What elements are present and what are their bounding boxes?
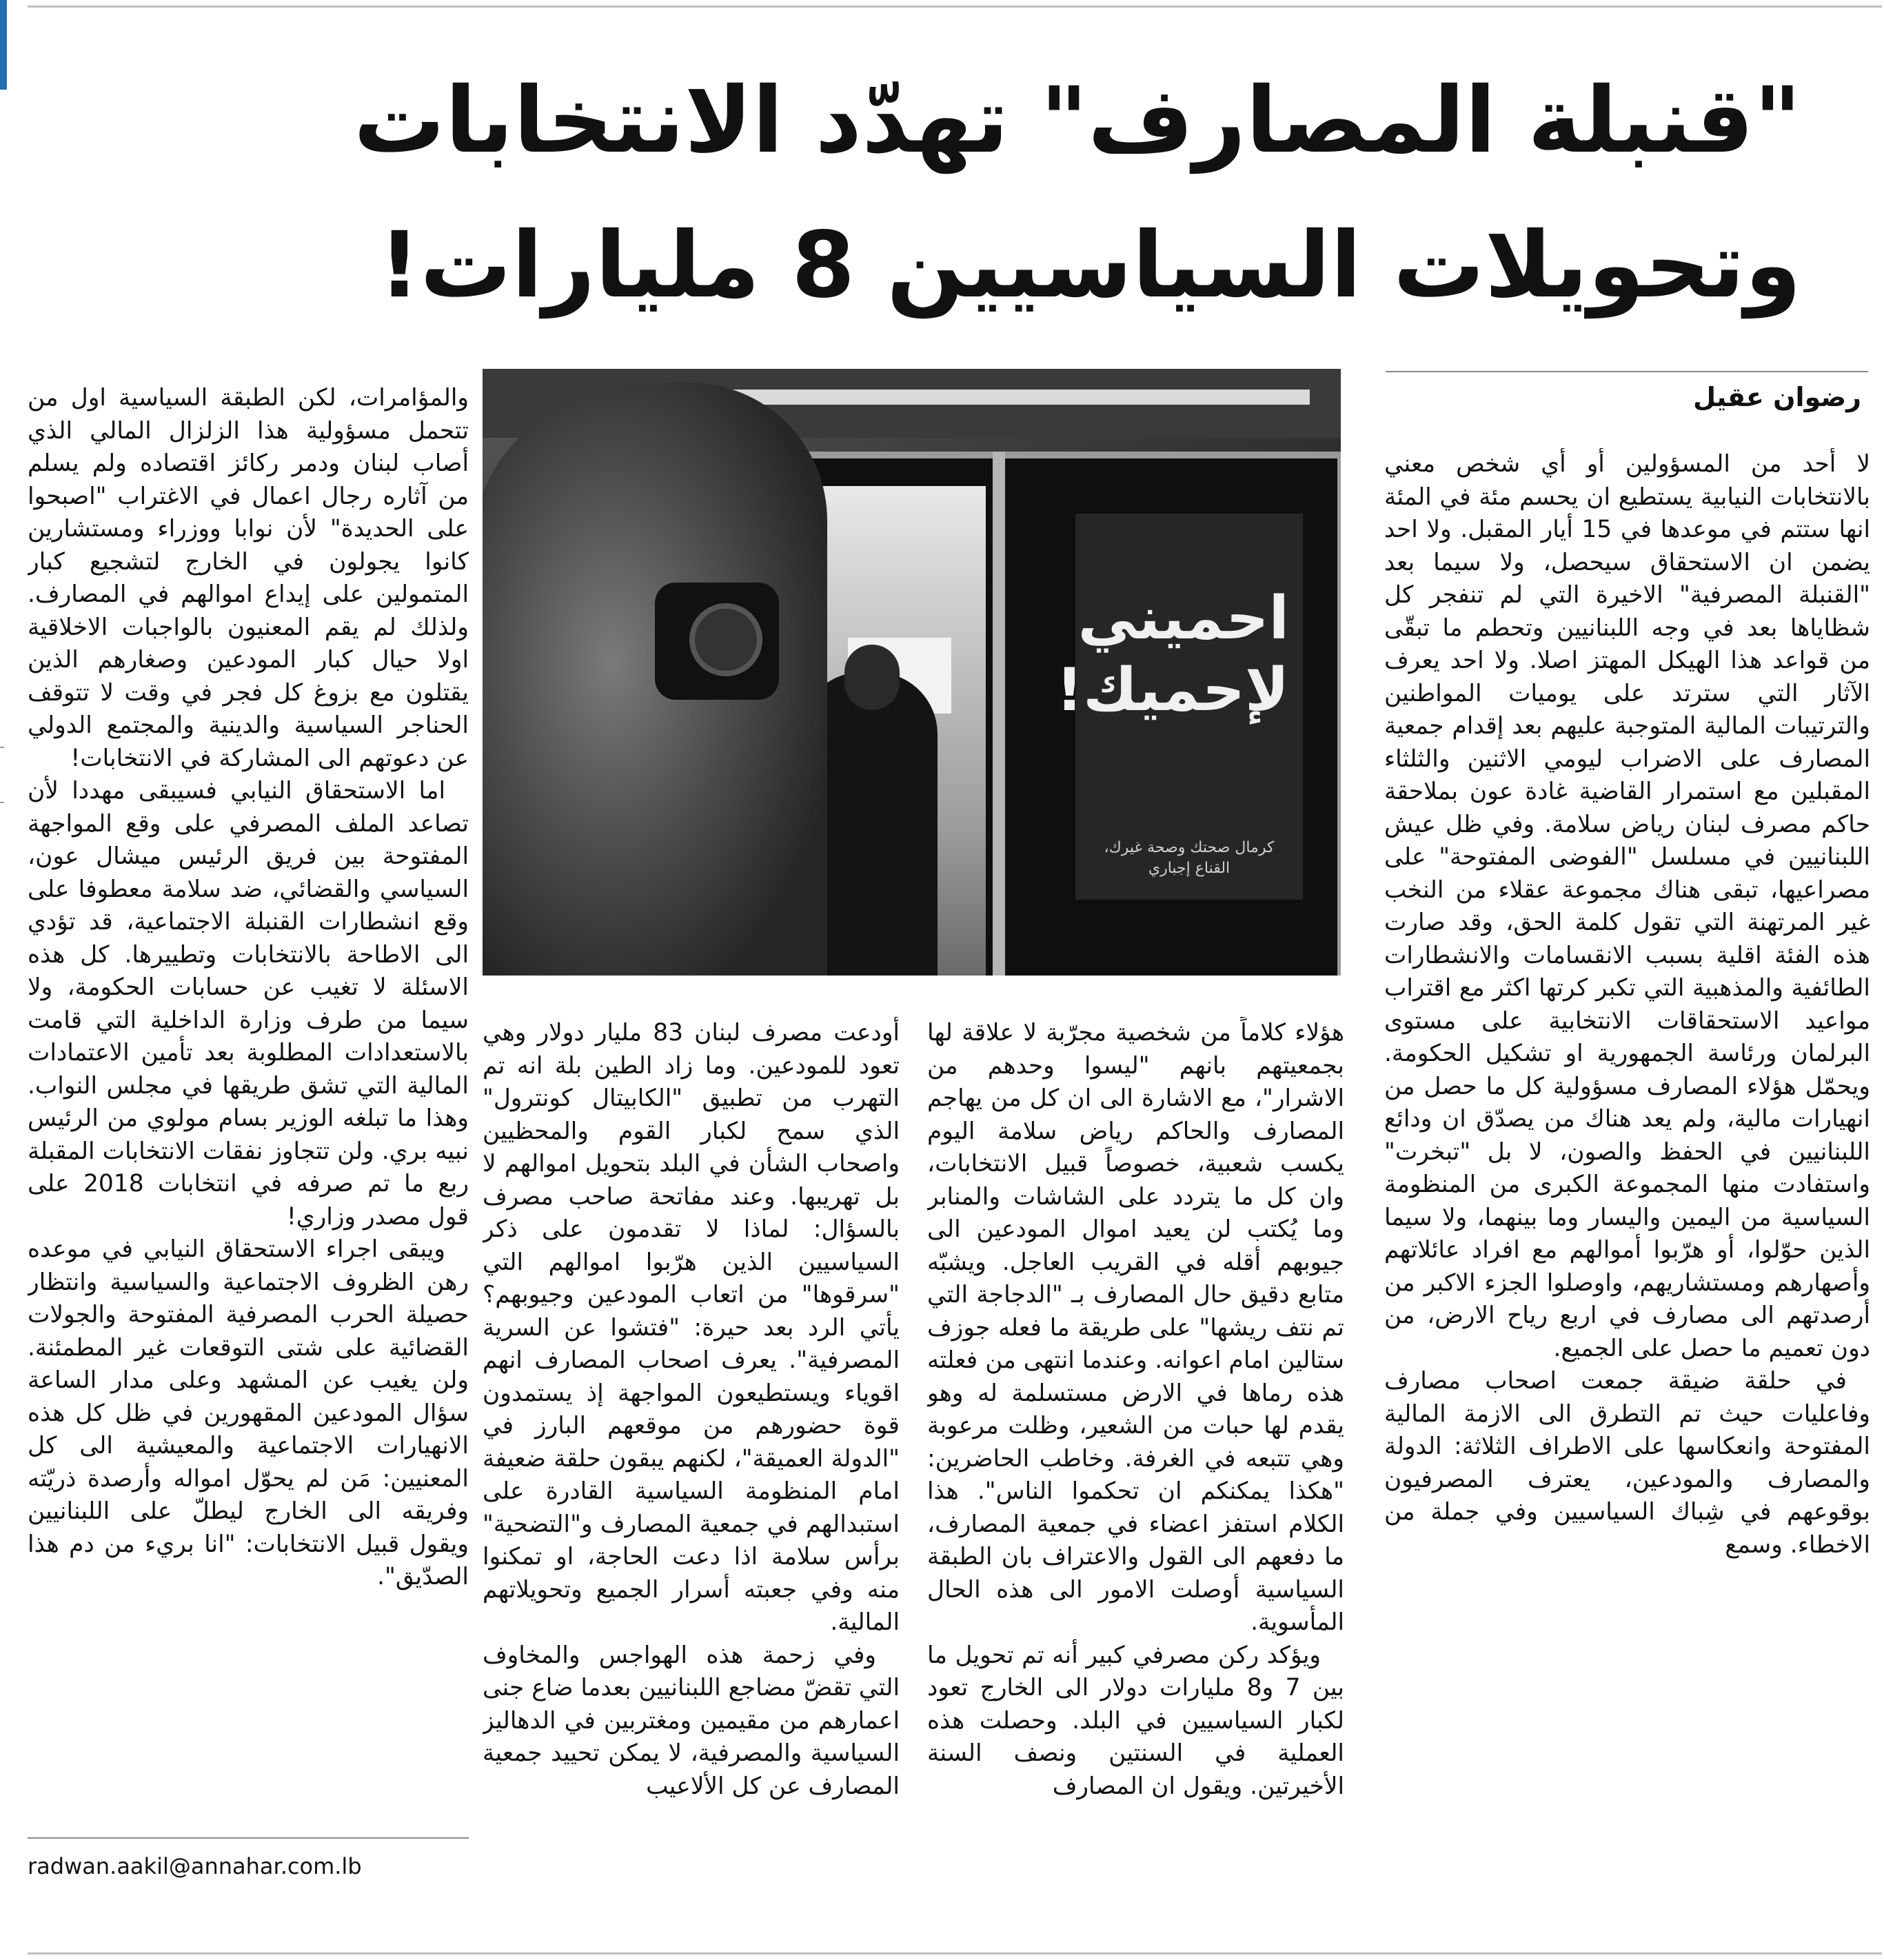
article-photo [483, 369, 1341, 976]
edge-tick [0, 802, 4, 803]
edge-tick [0, 747, 4, 748]
bottom-rule [28, 1952, 1882, 1954]
col2-paragraph-1: هؤلاء كلاماً من شخصية مجرّبة لا علاقة لها بجمعيتهم بانهم "ليسوا وحدهم من الاشرار"، مع الاشارة الى ان كل من يهاجم المصارف والحاكم رياض سلامة اليوم يكسب شعبية، خصوصاً قبيل الانتخابات، وان كل ما يتردد على الشاشات والمنابر وما يُكتب لن يعيد اموال المودعين الى جيوبهم أقله في القريب العاجل. ويشبّه متابع دقيق حال المصارف بـ "الدجاجة التي تم نتف ريشها" على طريقة ما فعله جوزف ستالين امام اعوانه. وعندما انتهى من فعلته هذه رماها في الارض مستسلمة له وهو يقدم لها حبات من الشعير، وظلت مرعوبة وهي تتبعه في الغرفة. وخاطب الحاضرين: "هكذا يمكنكم ان تحكموا الناس". هذا الكلام استفز اعضاء في جمعية المصارف، ما دفعهم الى القول والاعتراف بان الطبقة السياسية أوصلت الامور الى هذه الحال المأسوية. [927, 1019, 1344, 1636]
byline-rule [1386, 371, 1868, 372]
col1-paragraph-2: في حلقة ضيقة جمعت اصحاب مصارف وفاعليات حيث تم التطرق الى الازمة المالية المفتوحة وانعكاسها على الاطراف الثلاثة: الدولة والمصارف والمودعين، يعترف المصرفيون بوقوعهم في شِباك السياسيين وفي جملة من الاخطاء. وسمع [1384, 1367, 1870, 1559]
col4-paragraph-2: اما الاستحقاق النيابي فسيبقى مهددا لأن تصاعد الملف المصرفي على وقع المواجهة المفتوحة بين فريق الرئيس ميشال عون، السياسي والقضائي، ضد سلامة معطوفا على وقع انشطارات القنبلة الاجتماعية، قد تؤدي الى الاطاحة بالانتخابات وتطييرها. كل هذه الاسئلة لا تغيب عن حسابات الحكومة، ولا سيما من طرف وزارة الداخلية التي قامت بالاستعدادات المطلوبة بعد تأمين الاعتمادات المالية التي تشق طريقها في مجلس النواب. وهذا ما تبلغه الوزير بسام مولوي من الرئيس نبيه بري. ولن تتجاوز نفقات الانتخابات المقبلة ربع ما تم صرفه في انتخابات 2018 على قول مصدر وزاري! [28, 777, 469, 1231]
article-column-4 [28, 382, 469, 1837]
author-email[interactable]: radwan.aakil@annahar.com.lb [28, 1853, 362, 1879]
top-rule [28, 6, 1882, 8]
author-byline: رضوان عقيل [1693, 382, 1861, 412]
col1-paragraph-1: لا أحد من المسؤولين أو أي شخص معني بالانتخابات النيابية يستطيع ان يحسم مئة في المئة انها ستتم في موعدها في 15 أيار المقبل. ولا احد يضمن ان الاستحقاق سيحصل، ولا سيما بعد "القنبلة المصرفية" الاخيرة التي لم تنفجر كل شظاياها بعد في وجه اللبنانيين وتحطم ما تبقّى من قواعد هذا الهيكل المهتز اصلا. ولا احد يعرف الآثار التي سترتد على يوميات المواطنين والترتيبات المالية المتوجبة عليهم بعد إقدام جمعية المصارف على الاضراب ليومي الاثنين والثلثاء المقبلين مع استمرار القاضية غادة عون بملاحقة حاكم مصرف لبنان رياض سلامة. وفي ظل عيش اللبنانيين في مسلسل "الفوضى المفتوحة" على مصراعيها، تبقى هناك مجموعة عقلاء من النخب غير المرتهنة التي تقول كلمة الحق، وقد صارت هذه الفئة اقلية بسبب الانقسامات والانشطارات الطائفية والمذهبية التي تكبر كرتها اكثر مع اقتراب مواعيد الاستحقاقات الانتخابية على مستوى البرلمان ورئاسة الجمهورية او تشكيل الحكومة. ويحمّل هؤلاء المصارف مسؤولية كل ما حصل من انهيارات مالية، ولم يعد هناك من يصدّق ان ودائع اللبنانيين في الحفظ والصون، لا بل "تبخرت" واستفادت منها المجموعة الكبرى من المنظومة السياسية من اليمين واليسار وما بينهما، ولا سيما الذين حوّلوا، أو هرّبوا أموالهم مع افراد عائلاتهم وأصهارهم ومستشاريهم، واوصلوا الجزء الاكبر من أرصدتهم الى مصارف في اربع رياح الارض، من دون تعميم ما حصل على الجميع. [1384, 450, 1870, 1362]
headline-line-2: وتحويلات السياسيين 8 مليارات! [378, 212, 1801, 319]
photo-person-head [844, 645, 900, 710]
article-column-3 [483, 1017, 900, 1937]
photo-poster-text: احميني لإحميك! [1055, 584, 1289, 725]
article-column-1 [1384, 448, 1870, 1937]
email-rule [28, 1837, 469, 1839]
photo-door-divider [993, 452, 1005, 976]
edge-accent-bar [0, 0, 7, 90]
col4-paragraph-1: والمؤامرات، لكن الطبقة السياسية اول من تتحمل مسؤولية هذا الزلزال المالي الذي أصاب لبنان ودمر ركائز اقتصاده ولم يسلم من آثاره رجال اعمال في الاغتراب "اصبحوا على الحديدة" لأن نوابا ووزراء ومستشارين كانوا يجولون في الخارج لتشجيع كبار المتمولين على إيداع اموالهم في المصارف. ولذلك لم يقم المعنيون بالواجبات الاخلاقية اولا حيال كبار المودعين وصغارهم الذين يقتلون مع بزوغ كل فجر في وقت لا تتوقف الحناجر السياسية والدينية والمجتمع الدولي عن دعوتهم الى المشاركة في الانتخابات! [28, 384, 469, 772]
col3-paragraph-1: أودعت مصرف لبنان 83 مليار دولار وهي تعود للمودعين. وما زاد الطين بلة انه تم التهرب من تطبيق "الكابيتال كونترول" الذي سمح لكبار القوم والمحظيين واصحاب الشأن في البلد بتحويل اموالهم لا بل تهريبها. وعند مفاتحة صاحب مصرف بالسؤال: لماذا لا تقدمون على ذكر السياسيين الذين هرّبوا اموالهم التي "سرقوها" من اتعاب المودعين وجيوبهم؟ يأتي الرد بعد حيرة: "فتشوا عن السرية المصرفية". يعرف اصحاب المصارف انهم اقوياء ويستطيعون المواجهة إذ يستمدون قوة حضورهم من موقعهم البارز في "الدولة العميقة"، لكنهم يبقون حلقة ضعيفة امام المنظومة السياسية القادرة على استبدالهم في جمعية المصارف و"التضحية" برأس سلامة اذا دعت الحاجة، او تمكنوا منه وفي جعبته أسرار الجميع وتحويلاتهم المالية. [483, 1019, 900, 1636]
photo-poster-subtext: كرمال صحتك وصحة غيرك، القناع إجباري [1104, 839, 1275, 877]
col2-paragraph-2: ويؤكد ركن مصرفي كبير أنه تم تحويل ما بين 7 و8 مليارات دولار الى الخارج تعود لكبار السياسيين في البلد. وحصلت هذه العملية في السنتين ونصف السنة الأخيرتين. ويقول ان المصارف [927, 1641, 1344, 1800]
article-column-2 [927, 1017, 1344, 1937]
col3-paragraph-2: وفي زحمة هذه الهواجس والمخاوف التي تقضّ مضاجع اللبنانيين بعدما ضاع جنى اعمارهم من مقيمين ومغتربين في الدهاليز السياسية والمصرفية، لا يمكن تحييد جمعية المصارف عن كل الألاعيب [483, 1641, 900, 1800]
col4-paragraph-3: ويبقى اجراء الاستحقاق النيابي في موعده رهن الظروف الاجتماعية والسياسية وانتظار حصيلة الحرب المصرفية المفتوحة والجولات القضائية على شتى التوقعات غير المطمئنة. ولن يغيب عن المشهد وعلى مدار الساعة سؤال المودعين المقهورين في ظل كل هذه الانهيارات الاجتماعية والمعيشية الى كل المعنيين: مَن لم يحوّل امواله وأرصدة ذريّته وفريقه الى الخارج ليطلّ على اللبنانيين ويقول قبيل الانتخابات: "انا بريء من دم هذا الصدّيق". [28, 1235, 469, 1590]
headline-line-1: "قنبلة المصارف" تهدّد الانتخابات [354, 68, 1801, 174]
photo-camera-lens [689, 603, 762, 676]
photo-ceiling-light [703, 390, 1310, 405]
